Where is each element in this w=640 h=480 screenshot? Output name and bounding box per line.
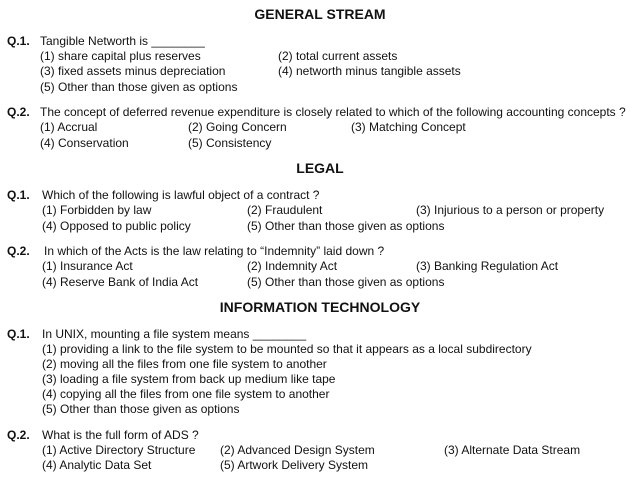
option-text: (1) share capital plus reserves: [40, 49, 201, 63]
option-text: (5) Other than those given as options: [40, 80, 238, 94]
option-text: (5) Artwork Delivery System: [220, 458, 369, 472]
question-number: Q.1.: [7, 188, 30, 202]
option-text: (4) Opposed to public policy: [42, 219, 191, 233]
option-text: (2) Indemnity Act: [247, 259, 338, 273]
option-text: (5) Consistency: [188, 136, 272, 150]
option-text: (4) networth minus tangible assets: [278, 64, 461, 78]
option-text: (5) Other than those given as options: [42, 402, 240, 416]
option-text: (3) Matching Concept: [351, 120, 466, 134]
option-text: (1) Insurance Act: [42, 259, 133, 273]
question-number: Q.2.: [7, 428, 30, 442]
option-text: (1) Active Directory Structure: [42, 443, 196, 457]
option-text: (5) Other than those given as options: [247, 275, 445, 289]
option-text: (2) Advanced Design System: [220, 443, 375, 457]
question-text: In which of the Acts is the law relating to “Indemnity” laid down ?: [44, 244, 385, 258]
option-text: (3) Alternate Data Stream: [444, 443, 581, 457]
option-text: (1) Forbidden by law: [42, 203, 152, 217]
option-text: (3) Injurious to a person or property: [416, 203, 605, 217]
question-text: In UNIX, mounting a file system means ________: [42, 327, 307, 341]
option-text: (2) total current assets: [278, 49, 398, 63]
option-text: (4) Conservation: [40, 136, 129, 150]
option-text: (2) moving all the files from one file system to another: [42, 357, 327, 371]
option-text: (3) Banking Regulation Act: [416, 259, 559, 273]
question-text: The concept of deferred revenue expenditure is closely related to which of the following accounting concepts ?: [40, 105, 626, 119]
section-heading-legal: LEGAL: [296, 160, 344, 176]
section-heading-it: INFORMATION TECHNOLOGY: [219, 299, 421, 315]
option-text: (5) Other than those given as options: [247, 219, 445, 233]
option-text: (4) Analytic Data Set: [42, 458, 152, 472]
question-text: Which of the following is lawful object of a contract ?: [42, 188, 320, 202]
question-number: Q.2.: [7, 105, 30, 119]
option-text: (4) Reserve Bank of India Act: [42, 275, 199, 289]
question-number: Q.1.: [7, 34, 30, 48]
option-text: (2) Fraudulent: [247, 203, 323, 217]
option-text: (1) providing a link to the file system to be mounted so that it appears as a local subdirectory: [42, 342, 532, 356]
question-text: Tangible Networth is ________: [40, 34, 205, 48]
question-number: Q.1.: [7, 327, 30, 341]
question-number: Q.2.: [7, 244, 30, 258]
option-text: (2) Going Concern: [188, 120, 287, 134]
question-text: What is the full form of ADS ?: [42, 428, 199, 442]
option-text: (4) copying all the files from one file system to another: [42, 387, 330, 401]
option-text: (3) loading a file system from back up medium like tape: [42, 372, 336, 386]
section-heading-general: GENERAL STREAM: [254, 6, 386, 22]
option-text: (3) fixed assets minus depreciation: [40, 64, 226, 78]
option-text: (1) Accrual: [40, 120, 98, 134]
